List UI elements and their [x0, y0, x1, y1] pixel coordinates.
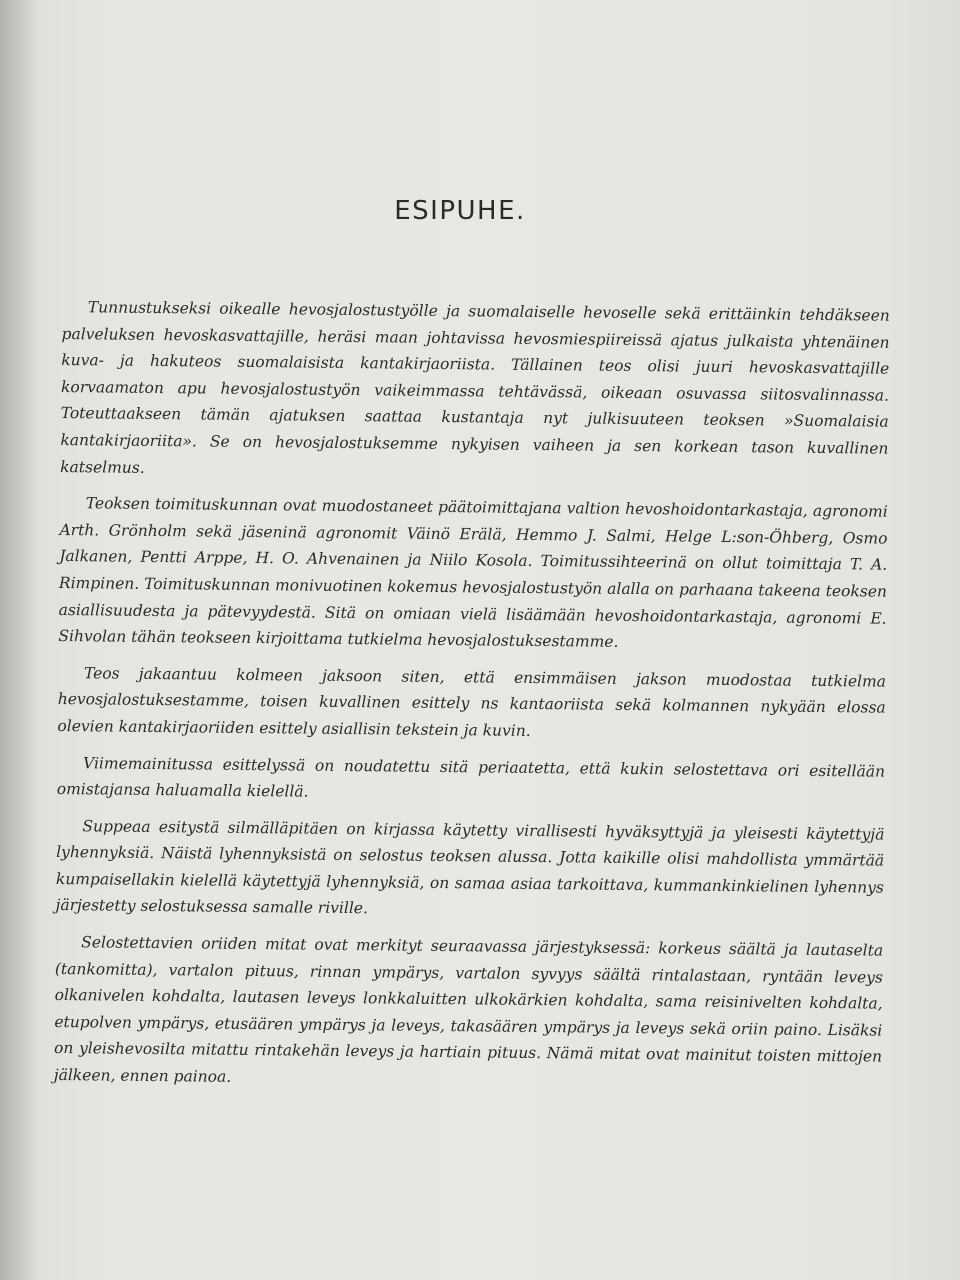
page-title: ESIPUHE.	[394, 196, 526, 226]
preface-body	[54, 294, 890, 1107]
page-gutter-shadow	[0, 0, 40, 1280]
paragraph-5: Suppeaa esitystä silmälläpitäen on kirjassa käytetty virallisesti hyväksyttyjä ja yleisesti käytettyjä lyhennyksiä. Näistä lyhennyksistä on selostus teoksen alussa. Jotta kaikille olisi mahdollista ymmärtää kumpaisellakin kielellä käytettyjä lyhennyksiä, on samaa asiaa tarkoittava, kummankinkielinen lyhennys järjestetty selostuksessa samalle riville.	[55, 816, 885, 918]
paragraph-4: Viimemainitussa esittelyssä on noudatettu sitä periaatetta, että kukin selostettava ori esitellään omistajansa haluamalla kielellä.	[56, 753, 886, 801]
paragraph-3: Teos jakaantuu kolmeen jaksoon siten, että ensimmäisen jakson muodostaa tutkielma hevosjalostuksestamme, toisen kuvallinen esittely ns kantaoriista sekä kolmannen nykyään elossa olevien kantakirjaoriiden esittely asiallisin tekstein ja kuvin.	[57, 663, 887, 740]
paragraph-1: Tunnustukseksi oikealle hevosjalostustyölle ja suomalaiselle hevoselle sekä erittäinkin tehdäkseen palveluksen hevoskasvattajille, heräsi maan johtavissa hevosmiespiireissä ajatus julkaista yhtenäinen kuva- ja hakuteos suomalaisista kantakirjaoriista. Tällainen teos olisi juuri hevoskasvattajille korvaamaton apu hevosjalostustyön vaikeimmassa tehtävässä, oikeaan osuvassa siitosvalinnassa. Toteuttaakseen tämän ajatuksen saattaa kustantaja nyt julkisuuteen teoksen »Suomalaisia kantakirjaoriita». Se on hevosjalostuksemme nykyisen vaiheen ja sen korkean tason kuvallinen katselmus.	[60, 298, 890, 477]
paragraph-6: Selostettavien oriiden mitat ovat merkityt seuraavassa järjestyksessä: korkeus säältä ja lautaselta (tankomitta), vartalon pituus, rinnan ympärys, vartalon syvyys säältä rintalastaan, ryntään leveys olkanivelen kohdalta, lautasen leveys lonkkaluitten ulkokärkien kohdalta, sama reisinivelten kohdalta, etupolven ympärys, etusäären ympärys ja leveys, takasäären ympärys ja leveys sekä oriin paino. Lisäksi on yleishevosilta mitattu rintakehän leveys ja hartiain pituus. Nämä mitat ovat mainitut toisten mittojen jälkeen, ennen painoa.	[53, 933, 884, 1086]
paragraph-2: Teoksen toimituskunnan ovat muodostaneet päätoimittajana valtion hevoshoidontarkastaja, agronomi Arth. Grönholm sekä jäseninä agronomit Väinö Erälä, Hemmo J. Salmi, Helge L:son-Öhberg, Osmo Jalkanen, Pentti Arppe, H. O. Ahvenainen ja Niilo Kosola. Toimitussihteerinä on ollut toimittaja T. A. Rimpinen. Toimituskunnan monivuotinen kokemus hevosjalostustyön alalla on parhaana takeena teoksen asiallisuudesta ja pätevyydestä. Sitä on omiaan vielä lisäämään hevoshoidontarkastaja, agronomi E. Sihvolan tähän teokseen kirjoittama tutkielma hevosjalostuksestamme.	[58, 494, 888, 651]
